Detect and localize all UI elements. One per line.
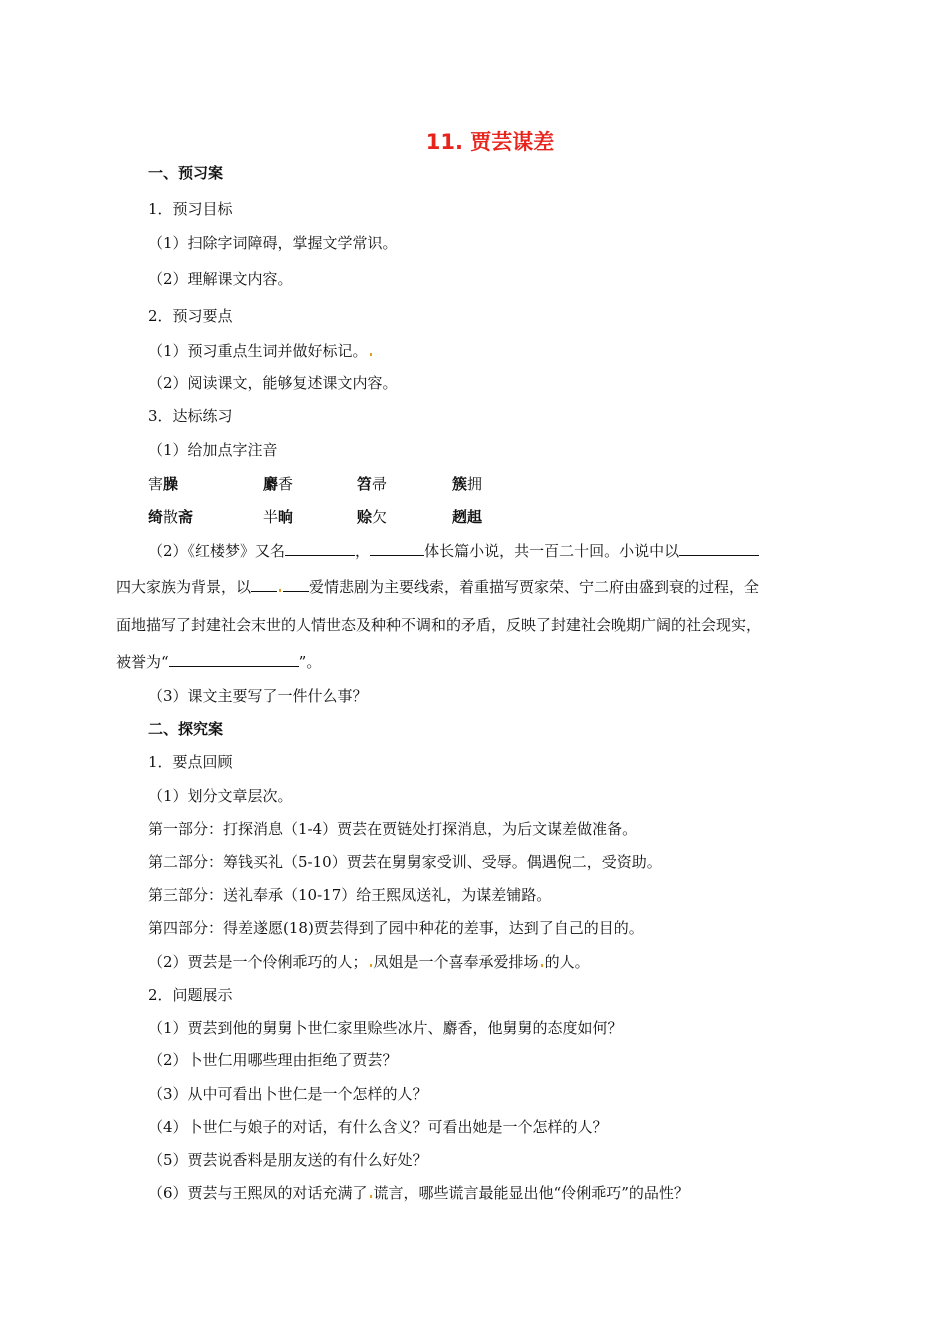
answer-blank[interactable] xyxy=(251,577,277,592)
answer-blank[interactable] xyxy=(285,541,355,556)
question: （3）从中可看出卜世仁是一个怎样的人？ xyxy=(148,1085,428,1103)
vocab-word: 笤帚 xyxy=(357,475,388,493)
list-item-text: （1）预习重点生词并做好标记。 xyxy=(148,342,368,360)
document-title: 11. 贾芸谋差 xyxy=(425,130,555,154)
answer-blank[interactable] xyxy=(370,541,424,556)
question-line: 被誉为“ ”。 xyxy=(116,653,322,671)
question: （2）贾芸是一个伶俐乖巧的人； 凤姐是一个喜奉承爱排场 的人。 xyxy=(148,953,590,971)
item-label: 2．预习要点 xyxy=(148,307,233,325)
list-item: （2）理解课文内容。 xyxy=(148,270,293,288)
outline-part: 第三部分：送礼奉承（10-17）给王熙凤送礼，为谋差铺路。 xyxy=(148,886,552,904)
question: （3）课文主要写了一件什么事？ xyxy=(148,687,368,705)
vocab-word: 麝香 xyxy=(263,475,294,493)
vocab-word: 趔趄 xyxy=(452,508,483,526)
vocab-word: 簇拥 xyxy=(452,475,483,493)
outline-part: 第二部分：筹钱买礼（5-10）贾芸在舅舅家受训、受辱。偶遇倪二，受资助。 xyxy=(148,853,662,871)
question: （2）卜世仁用哪些理由拒绝了贾芸？ xyxy=(148,1051,398,1069)
question: （1）划分文章层次。 xyxy=(148,787,293,805)
question: （5）贾芸说香料是朋友送的有什么好处？ xyxy=(148,1151,428,1169)
vocab-word: 赊欠 xyxy=(357,508,388,526)
question-line: 面地描写了封建社会末世的人情世态及种种不调和的矛盾，反映了封建社会晚期广阔的社会现实， xyxy=(116,616,762,634)
vocab-word: 绮散斋 xyxy=(148,508,194,526)
vocab-word: 害臊 xyxy=(148,475,179,493)
dot-mark xyxy=(370,1195,372,1198)
item-label: 1．预习目标 xyxy=(148,200,233,218)
answer-blank[interactable] xyxy=(679,541,759,556)
dot-mark xyxy=(279,589,281,592)
dot-mark xyxy=(370,964,372,967)
item-label: 1．要点回顾 xyxy=(148,753,233,771)
question-line: （2）《红楼梦》又名 ， 体长篇小说，共一百二十回。小说中以 xyxy=(148,541,759,561)
answer-blank[interactable] xyxy=(283,577,309,592)
item-label: 3．达标练习 xyxy=(148,407,233,425)
question: （6）贾芸与王熙凤的对话充满了 谎言，哪些谎言最能显出他“伶俐乖巧”的品性？ xyxy=(148,1184,689,1202)
vocab-word: 半晌 xyxy=(263,508,294,526)
outline-part: 第一部分：打探消息（1-4）贾芸在贾链处打探消息，为后文谋差做准备。 xyxy=(148,820,638,838)
item-label: 2．问题展示 xyxy=(148,986,233,1004)
section-heading-explore: 二、探究案 xyxy=(148,720,224,738)
outline-part: 第四部分：得差遂愿(18)贾芸得到了园中种花的差事，达到了自己的目的。 xyxy=(148,919,644,937)
question: （1）给加点字注音 xyxy=(148,441,278,459)
question: （4）卜世仁与娘子的对话，有什么含义？可看出她是一个怎样的人？ xyxy=(148,1118,608,1136)
list-item: （2）阅读课文，能够复述课文内容。 xyxy=(148,374,398,392)
dot-mark xyxy=(370,353,372,356)
question-line: 四大家族为背景，以 爱情悲剧为主要线索，着重描写贾家荣、宁二府由盛到衰的过程，全 xyxy=(116,578,760,596)
answer-blank[interactable] xyxy=(169,652,299,667)
question: （1）贾芸到他的舅舅卜世仁家里赊些冰片、麝香，他舅舅的态度如何？ xyxy=(148,1019,623,1037)
list-item xyxy=(148,341,374,361)
dot-mark xyxy=(541,964,543,967)
list-item: （1）扫除字词障碍，掌握文学常识。 xyxy=(148,234,398,252)
section-heading-preview: 一、预习案 xyxy=(148,164,224,182)
